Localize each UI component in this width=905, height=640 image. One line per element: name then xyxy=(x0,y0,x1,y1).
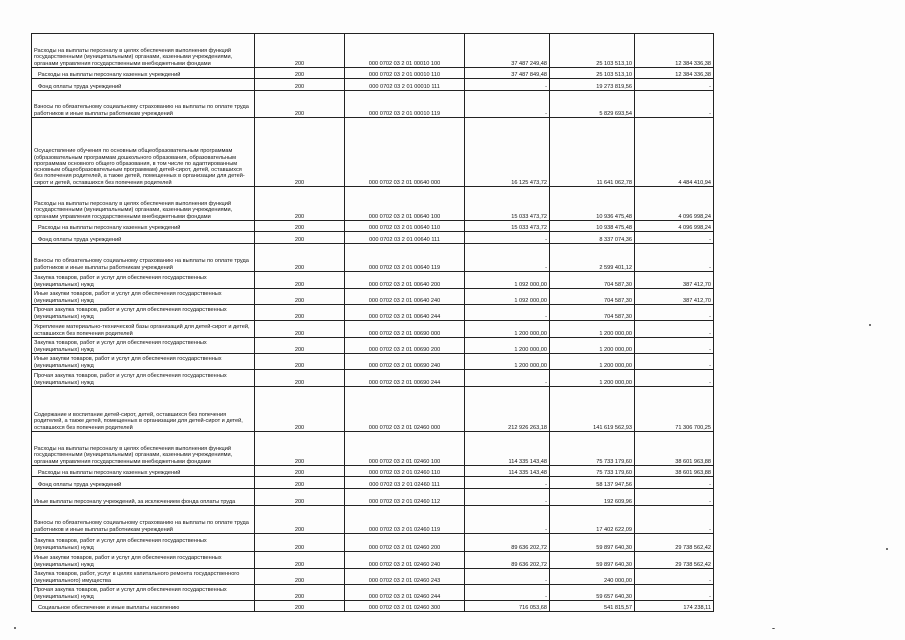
row-approved: - xyxy=(465,305,550,321)
row-budget-code: 000 0702 03 2 01 02460 110 xyxy=(345,466,465,477)
scan-speck xyxy=(772,628,775,629)
row-executed: 192 609,96 xyxy=(550,489,635,506)
row-budget-code: 000 0702 03 2 01 00010 110 xyxy=(345,68,465,79)
row-approved: - xyxy=(465,585,550,601)
table-row xyxy=(32,34,714,68)
row-line-code: 200 xyxy=(255,79,345,91)
row-budget-code: 000 0702 03 2 01 00690 200 xyxy=(345,338,465,354)
row-budget-code: 000 0702 03 2 01 00010 100 xyxy=(345,34,465,68)
row-line-code: 200 xyxy=(255,534,345,552)
row-approved: 716 053,68 xyxy=(465,601,550,612)
row-name: Расходы на выплаты персоналу в целях обеспечения выполнения функций государственными (муниципальными) органами, казенными учреждениями, органами управления государственными внебюджетными фондами xyxy=(32,187,255,221)
row-name: Закупка товаров, работ и услуг для обеспечения государственных (муниципальных) нужд xyxy=(32,272,255,289)
row-unexecuted: 71 306 700,25 xyxy=(635,387,714,432)
row-approved: 89 636 202,72 xyxy=(465,552,550,569)
row-approved: - xyxy=(465,370,550,387)
budget-execution-table xyxy=(31,33,714,612)
row-line-code: 200 xyxy=(255,232,345,244)
row-unexecuted: 38 601 963,88 xyxy=(635,432,714,466)
table-row xyxy=(32,466,714,477)
row-unexecuted: 174 238,11 xyxy=(635,601,714,612)
row-line-code: 200 xyxy=(255,506,345,534)
row-name: Фонд оплаты труда учреждений xyxy=(32,477,255,489)
row-budget-code: 000 0702 03 2 01 02460 244 xyxy=(345,585,465,601)
row-budget-code: 000 0702 03 2 01 02460 100 xyxy=(345,432,465,466)
row-budget-code: 000 0702 03 2 01 02460 243 xyxy=(345,569,465,585)
row-unexecuted: - xyxy=(635,79,714,91)
row-budget-code: 000 0702 03 2 01 00640 111 xyxy=(345,232,465,244)
table-row xyxy=(32,244,714,272)
row-approved: 15 033 473,72 xyxy=(465,221,550,232)
row-line-code: 200 xyxy=(255,338,345,354)
row-line-code: 200 xyxy=(255,489,345,506)
row-line-code: 200 xyxy=(255,387,345,432)
row-executed: 59 897 640,30 xyxy=(550,552,635,569)
row-name: Расходы на выплаты персоналу казенных учреждений xyxy=(32,466,255,477)
table-row xyxy=(32,338,714,354)
row-name: Взносы по обязательному социальному страхованию на выплаты по оплате труда работников и иные выплаты работникам учреждений xyxy=(32,506,255,534)
row-approved: 15 033 473,72 xyxy=(465,187,550,221)
row-name: Расходы на выплаты персоналу в целях обеспечения выполнения функций государственными (муниципальными) органами, казенными учреждениями, органами управления государственными внебюджетными фондами xyxy=(32,432,255,466)
table-row xyxy=(32,601,714,612)
row-approved: 37 487 849,48 xyxy=(465,68,550,79)
row-approved: 212 926 263,18 xyxy=(465,387,550,432)
row-line-code: 200 xyxy=(255,187,345,221)
table-row xyxy=(32,370,714,387)
table-row xyxy=(32,221,714,232)
row-unexecuted: - xyxy=(635,477,714,489)
row-name: Социальное обеспечение и иные выплаты населению xyxy=(32,601,255,612)
row-line-code: 200 xyxy=(255,91,345,118)
row-budget-code: 000 0702 03 2 01 02460 111 xyxy=(345,477,465,489)
row-approved: - xyxy=(465,91,550,118)
row-unexecuted: - xyxy=(635,338,714,354)
row-name: Закупка товаров, работ и услуг для обеспечения государственных (муниципальных) нужд xyxy=(32,534,255,552)
row-unexecuted: 12 384 336,38 xyxy=(635,34,714,68)
scan-speck xyxy=(14,627,16,629)
row-executed: 704 587,30 xyxy=(550,305,635,321)
row-name: Прочая закупка товаров, работ и услуг для обеспечения государственных (муниципальных) нужд xyxy=(32,305,255,321)
row-approved: 1 200 000,00 xyxy=(465,321,550,338)
row-approved: 89 636 202,72 xyxy=(465,534,550,552)
row-unexecuted: - xyxy=(635,370,714,387)
row-unexecuted: 12 384 336,38 xyxy=(635,68,714,79)
table-row xyxy=(32,305,714,321)
row-approved: - xyxy=(465,79,550,91)
row-name: Фонд оплаты труда учреждений xyxy=(32,232,255,244)
row-approved: - xyxy=(465,244,550,272)
table-row xyxy=(32,489,714,506)
row-unexecuted: - xyxy=(635,91,714,118)
row-line-code: 200 xyxy=(255,118,345,187)
row-line-code: 200 xyxy=(255,370,345,387)
row-name: Расходы на выплаты персоналу казенных учреждений xyxy=(32,221,255,232)
row-executed: 17 402 622,09 xyxy=(550,506,635,534)
row-budget-code: 000 0702 03 2 01 00690 240 xyxy=(345,354,465,370)
row-name: Содержание и воспитание детей-сирот, детей, оставшихся без попечения родителей, а также детей, помещенных в организации для детей-сирот и детей, оставшихся без попечения родителей xyxy=(32,387,255,432)
row-executed: 75 733 179,60 xyxy=(550,432,635,466)
row-unexecuted: 4 096 998,24 xyxy=(635,221,714,232)
row-approved: 114 335 143,48 xyxy=(465,466,550,477)
table-row xyxy=(32,321,714,338)
row-budget-code: 000 0702 03 2 01 00640 200 xyxy=(345,272,465,289)
row-executed: 1 200 000,00 xyxy=(550,321,635,338)
row-line-code: 200 xyxy=(255,272,345,289)
row-line-code: 200 xyxy=(255,601,345,612)
row-name: Закупка товаров, работ и услуг для обеспечения государственных (муниципальных) нужд xyxy=(32,338,255,354)
row-approved: 1 200 000,00 xyxy=(465,354,550,370)
row-budget-code: 000 0702 03 2 01 02460 200 xyxy=(345,534,465,552)
row-line-code: 200 xyxy=(255,585,345,601)
table-row xyxy=(32,68,714,79)
row-executed: 11 641 062,78 xyxy=(550,118,635,187)
table-row xyxy=(32,272,714,289)
row-name: Иные закупки товаров, работ и услуг для обеспечения государственных (муниципальных) нужд xyxy=(32,289,255,305)
row-approved: 114 335 143,48 xyxy=(465,432,550,466)
row-budget-code: 000 0702 03 2 01 00010 119 xyxy=(345,91,465,118)
row-name: Взносы по обязательному социальному страхованию на выплаты по оплате труда работников и иные выплаты работникам учреждений xyxy=(32,244,255,272)
row-budget-code: 000 0702 03 2 01 00640 100 xyxy=(345,187,465,221)
row-approved: - xyxy=(465,569,550,585)
row-approved: - xyxy=(465,232,550,244)
row-unexecuted: - xyxy=(635,232,714,244)
table-row xyxy=(32,569,714,585)
row-unexecuted: - xyxy=(635,244,714,272)
row-name: Прочая закупка товаров, работ и услуг для обеспечения государственных (муниципальных) нужд xyxy=(32,370,255,387)
row-approved: 16 125 473,72 xyxy=(465,118,550,187)
row-executed: 75 733 179,60 xyxy=(550,466,635,477)
row-line-code: 200 xyxy=(255,221,345,232)
row-unexecuted: 38 601 963,88 xyxy=(635,466,714,477)
row-name: Расходы на выплаты персоналу казенных учреждений xyxy=(32,68,255,79)
row-unexecuted: 387 412,70 xyxy=(635,272,714,289)
scan-speck xyxy=(869,324,871,326)
row-unexecuted: 29 738 562,42 xyxy=(635,552,714,569)
row-name: Закупка товаров, работ, услуг в целях капитального ремонта государственного (муниципального) имущества xyxy=(32,569,255,585)
row-line-code: 200 xyxy=(255,305,345,321)
row-line-code: 200 xyxy=(255,432,345,466)
row-name: Осуществление обучения по основным общеобразовательным программам (образовательным программам дошкольного образования, образовательным программам основного общего образования, в том числе по адаптированным основным общеобразовательным программам) детей-сирот, детей, оставшихся без попечения родителей, а также детей, помещенных в организации для детей-сирот и детей, оставшихся без попечения родителей xyxy=(32,118,255,187)
table-row xyxy=(32,232,714,244)
table-body xyxy=(32,34,714,612)
table-row xyxy=(32,387,714,432)
row-executed: 59 897 640,30 xyxy=(550,534,635,552)
row-executed: 19 273 819,56 xyxy=(550,79,635,91)
row-executed: 1 200 000,00 xyxy=(550,354,635,370)
table-row xyxy=(32,585,714,601)
row-name: Расходы на выплаты персоналу в целях обеспечения выполнения функций государственными (муниципальными) органами, казенными учреждениями, органами управления государственными внебюджетными фондами xyxy=(32,34,255,68)
row-approved: - xyxy=(465,506,550,534)
row-executed: 2 599 401,12 xyxy=(550,244,635,272)
row-unexecuted: 29 738 562,42 xyxy=(635,534,714,552)
row-line-code: 200 xyxy=(255,466,345,477)
row-approved: 1 092 000,00 xyxy=(465,289,550,305)
table-row xyxy=(32,506,714,534)
row-name: Иные закупки товаров, работ и услуг для обеспечения государственных (муниципальных) нужд xyxy=(32,552,255,569)
row-unexecuted: 4 484 410,94 xyxy=(635,118,714,187)
row-line-code: 200 xyxy=(255,354,345,370)
row-name: Взносы по обязательному социальному страхованию на выплаты по оплате труда работников и иные выплаты работникам учреждений xyxy=(32,91,255,118)
row-executed: 704 587,30 xyxy=(550,272,635,289)
row-budget-code: 000 0702 03 2 01 00640 244 xyxy=(345,305,465,321)
row-line-code: 200 xyxy=(255,34,345,68)
row-name: Фонд оплаты труда учреждений xyxy=(32,79,255,91)
row-unexecuted: - xyxy=(635,569,714,585)
table-row xyxy=(32,432,714,466)
row-unexecuted: - xyxy=(635,585,714,601)
row-name: Укрепление материально-технической базы организаций для детей-сирот и детей, оставшихся без попечения родителей xyxy=(32,321,255,338)
row-line-code: 200 xyxy=(255,477,345,489)
row-unexecuted: 387 412,70 xyxy=(635,289,714,305)
table-row xyxy=(32,354,714,370)
row-executed: 704 587,30 xyxy=(550,289,635,305)
row-executed: 1 200 000,00 xyxy=(550,338,635,354)
row-name: Иные закупки товаров, работ и услуг для обеспечения государственных (муниципальных) нужд xyxy=(32,354,255,370)
row-executed: 240 000,00 xyxy=(550,569,635,585)
row-budget-code: 000 0702 03 2 01 02460 300 xyxy=(345,601,465,612)
row-unexecuted: - xyxy=(635,489,714,506)
row-approved: 1 200 000,00 xyxy=(465,338,550,354)
row-executed: 59 657 640,30 xyxy=(550,585,635,601)
table-row xyxy=(32,187,714,221)
row-budget-code: 000 0702 03 2 01 02460 240 xyxy=(345,552,465,569)
row-executed: 141 619 562,93 xyxy=(550,387,635,432)
row-budget-code: 000 0702 03 2 01 00010 111 xyxy=(345,79,465,91)
row-executed: 1 200 000,00 xyxy=(550,370,635,387)
table-row xyxy=(32,552,714,569)
row-approved: - xyxy=(465,489,550,506)
row-line-code: 200 xyxy=(255,569,345,585)
row-budget-code: 000 0702 03 2 01 02460 119 xyxy=(345,506,465,534)
table-row xyxy=(32,289,714,305)
row-name: Прочая закупка товаров, работ и услуг для обеспечения государственных (муниципальных) нужд xyxy=(32,585,255,601)
row-budget-code: 000 0702 03 2 01 00640 119 xyxy=(345,244,465,272)
row-unexecuted: - xyxy=(635,354,714,370)
row-executed: 58 137 947,56 xyxy=(550,477,635,489)
table-row xyxy=(32,534,714,552)
row-line-code: 200 xyxy=(255,68,345,79)
row-line-code: 200 xyxy=(255,244,345,272)
row-budget-code: 000 0702 03 2 01 00640 110 xyxy=(345,221,465,232)
table-row xyxy=(32,118,714,187)
row-executed: 8 337 074,36 xyxy=(550,232,635,244)
row-line-code: 200 xyxy=(255,321,345,338)
table-row xyxy=(32,79,714,91)
row-line-code: 200 xyxy=(255,552,345,569)
row-line-code: 200 xyxy=(255,289,345,305)
row-unexecuted: - xyxy=(635,321,714,338)
table-row xyxy=(32,477,714,489)
row-approved: - xyxy=(465,477,550,489)
row-budget-code: 000 0702 03 2 01 00690 000 xyxy=(345,321,465,338)
row-budget-code: 000 0702 03 2 01 00640 240 xyxy=(345,289,465,305)
row-executed: 5 829 693,54 xyxy=(550,91,635,118)
row-executed: 10 936 475,48 xyxy=(550,187,635,221)
row-executed: 25 103 513,10 xyxy=(550,34,635,68)
row-unexecuted: 4 096 998,24 xyxy=(635,187,714,221)
row-approved: 1 092 000,00 xyxy=(465,272,550,289)
row-unexecuted: - xyxy=(635,506,714,534)
row-budget-code: 000 0702 03 2 01 02460 112 xyxy=(345,489,465,506)
row-unexecuted: - xyxy=(635,305,714,321)
table-row xyxy=(32,91,714,118)
row-budget-code: 000 0702 03 2 01 00640 000 xyxy=(345,118,465,187)
row-budget-code: 000 0702 03 2 01 02460 000 xyxy=(345,387,465,432)
row-executed: 25 103 513,10 xyxy=(550,68,635,79)
row-name: Иные выплаты персоналу учреждений, за исключением фонда оплаты труда xyxy=(32,489,255,506)
row-executed: 541 815,57 xyxy=(550,601,635,612)
row-executed: 10 938 475,48 xyxy=(550,221,635,232)
row-budget-code: 000 0702 03 2 01 00690 244 xyxy=(345,370,465,387)
scan-speck xyxy=(886,548,888,550)
row-approved: 37 487 249,48 xyxy=(465,34,550,68)
